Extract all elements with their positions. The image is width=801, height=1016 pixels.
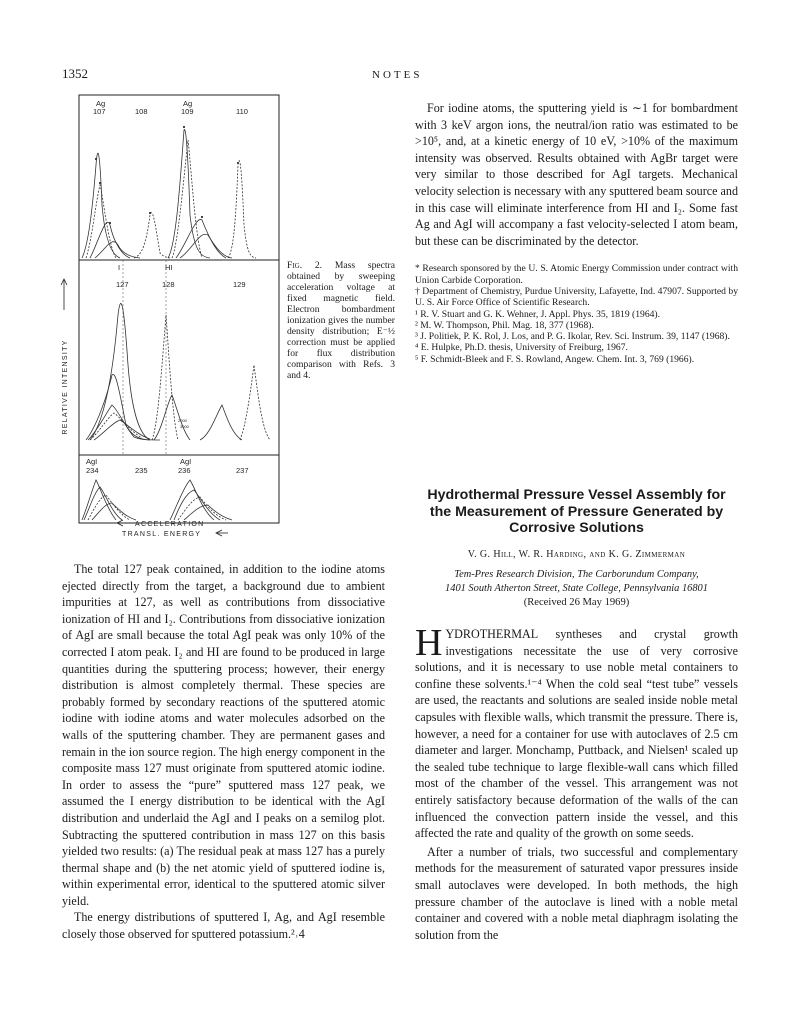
page-number: 1352 <box>62 66 88 81</box>
p3-label-237: 237 <box>236 466 249 475</box>
y-axis <box>61 279 69 435</box>
p1-label-107: 107 <box>93 107 106 116</box>
footnote: † Department of Chemistry, Purdue University, Lafayette, Ind. 47907. Supported by U. S. Air Force Office of Scientific Research. <box>415 285 738 309</box>
p2-label-128: 128 <box>162 280 175 289</box>
x-axis-label-2: TRANSL. ENERGY <box>122 531 202 538</box>
affiliation-line-2: 1401 South Atherton Street, State College, Pennsylvania 16801 <box>445 583 708 594</box>
lead-caps: YDROTHERMAL <box>445 627 539 641</box>
authors-text: V. G. Hill, W. R. Harding, and K. G. Zimmerman <box>467 549 686 560</box>
panel2-frame <box>79 260 279 455</box>
p3-label-234: 234 <box>86 466 99 475</box>
caption-text: Mass spectra obtained by sweeping acceleration voltage at fixed magnetic field. Electron bombardment ionization gives the number density distribution; E⁻½ correction must be applied for flux distribution comparison with Refs. 3 and 4. <box>287 260 395 381</box>
figure-caption <box>287 260 395 381</box>
p1-label-109: 109 <box>181 107 194 116</box>
right-column-top <box>415 100 738 365</box>
footnote: ¹ R. V. Stuart and G. K. Wehner, J. Appl. Phys. 35, 1819 (1964). <box>415 308 661 320</box>
running-header: NOTES <box>372 69 423 81</box>
mass-spectra-figure <box>50 95 285 538</box>
p2-tiny-2000: 2000 <box>178 418 187 423</box>
x-axis-label-1: ACCELERATION <box>135 521 205 528</box>
p2-label-hi: HI <box>165 263 173 272</box>
panel1-frame <box>79 95 279 260</box>
p1-label-ag2: Ag <box>183 99 193 108</box>
left-column-text <box>62 561 385 943</box>
article-affiliation <box>415 568 738 596</box>
p3-label-236: 236 <box>178 466 191 475</box>
p3-label-agi2: AgI <box>180 457 192 466</box>
drop-cap: H <box>415 622 443 664</box>
caption-fig-label: Fig. 2. <box>287 260 323 271</box>
footnote: ³ J. Politiek, P. K. Rol, J. Los, and P. G. Ikolar, Rev. Sci. Instrum. 39, 1147 (1968). <box>415 331 730 343</box>
article-title: Hydrothermal Pressure Vessel Assembly for the Measurement of Pressure Generated by Corrosive Solutions <box>427 487 726 536</box>
p3-label-agi1: AgI <box>86 457 98 466</box>
footnote: ² M. W. Thompson, Phil. Mag. 18, 377 (1968). <box>415 319 594 331</box>
footnotes <box>415 263 738 365</box>
p1-label-ag1: Ag <box>96 99 106 108</box>
p2-label-i: I <box>118 263 121 272</box>
iodine-paragraph: For iodine atoms, the sputtering yield is ∼1 for bombardment with 3 keV argon ions, the neutral/ion ratio was estimated to be >10⁵, and, at a kinetic energy of 10 eV, >10% of the maximum intensity was observed. Results obtained with AgBr target were very similar to those described for AgI targets. Mechanical velocity selection is necessary with any sputtered beam source and in this case will eliminate interference from HI and I₂. Some fast Ag and AgI will accompany a fast velocity-selected I atom beam, but these can be discriminated by the detector. <box>415 101 738 248</box>
footnote: ⁴ E. Hulpke, Ph.D. thesis, University of Freiburg, 1967. <box>415 342 628 354</box>
p2-label-129: 129 <box>233 280 246 289</box>
p2-tiny-3000: 3000 <box>180 424 189 429</box>
p2-label-127: 127 <box>116 280 129 289</box>
y-axis-label: RELATIVE INTENSITY <box>62 339 69 435</box>
figure-svg <box>50 95 285 538</box>
article-paragraph-2: After a number of trials, two successful and complementary methods for the measurement of saturated vapor pressures inside small autoclaves were developed. In both methods, the high pressure chamber of the autoclave is lined with a noble metal container and covered with a noble metal diaphragm isolating the solution from the <box>415 844 738 942</box>
received-date: (Received 26 May 1969) <box>523 597 630 608</box>
article-paragraph-1 <box>415 622 738 842</box>
article-authors <box>415 549 738 560</box>
p1-markers <box>95 126 239 224</box>
article-body <box>415 622 738 943</box>
p3-peaks <box>82 480 232 520</box>
p3-label-235: 235 <box>135 466 148 475</box>
affiliation-line-1: Tem-Pres Research Division, The Carborundum Company, <box>454 569 699 580</box>
p1-label-108: 108 <box>135 107 148 116</box>
article-para1-text: syntheses and crystal growth investigations necessitate the use of very corrosive solutions, and it is necessary to use noble metal containers to confine these solvents.¹⁻⁴ When the cold seal “test tube” vessels are used, the reactants and solutions are sealed inside noble metal capsules with flexible walls, which transmit the pressure. There is, however, a need for a container for use with autoclaves of 2.5 cm diameter and larger. Monchamp, Puttback, and Nielsen¹ scaled up the sealed tube technique to large flexible-wall cans which filled most of the chamber of the vessel. This arrangement was not entirely satisfactory because deformation of the walls of the can influenced the convection pattern inside the vessel, and this affected the rate and quality of the growth on some seeds. <box>415 627 738 841</box>
footnote: * Research sponsored by the U. S. Atomic Energy Commission under contract with Union Carbide Corporation. <box>415 263 738 286</box>
footnote: ⁵ F. Schmidt-Bleek and F. S. Rowland, Angew. Chem. Int. 3, 769 (1966). <box>415 353 695 365</box>
p1-peaks <box>82 129 256 258</box>
left-paragraph-2: The energy distributions of sputtered I, Ag, and AgI resemble closely those observed for sputtered potassium.²˒4 <box>62 910 385 942</box>
left-paragraph-1: The total 127 peak contained, in addition to the iodine atoms ejected directly from the target, a background due to ambient impurities at 127, as well as contributions from dissociative ionization of HI and I₂. Contributions from dissociative ionization of AgI are small because the total AgI peak was only 10% of the corrected I atom peak. I₂ and HI are found to be produced in large quantities during the sputtering process; however, their energy distribution is almost completely thermal. These species are probably formed by secondary reactions of the sputtered atomic iodine with iodine atoms and water molecules adsorbed on the walls of the sputtering chamber. They are permanent gases and remain in the ion source region. The high energy component in the composite mass 127 must originate from sputtered atomic iodine. In order to assess the “pure” sputtered mass 127 peak, we assumed the I energy distribution to be identical with the AgI distribution and underlaid the AgI and I peaks on a semilog plot. Subtracting the sputtered contribution in mass 127 on this basis yielded two results: (a) The residual peak at mass 127 has a purely thermal shape and (b) the net atomic yield of sputtered iodine is, within experimental error, identical to the sputtered atomic silver yield. <box>62 562 385 908</box>
p1-label-110: 110 <box>236 107 248 116</box>
